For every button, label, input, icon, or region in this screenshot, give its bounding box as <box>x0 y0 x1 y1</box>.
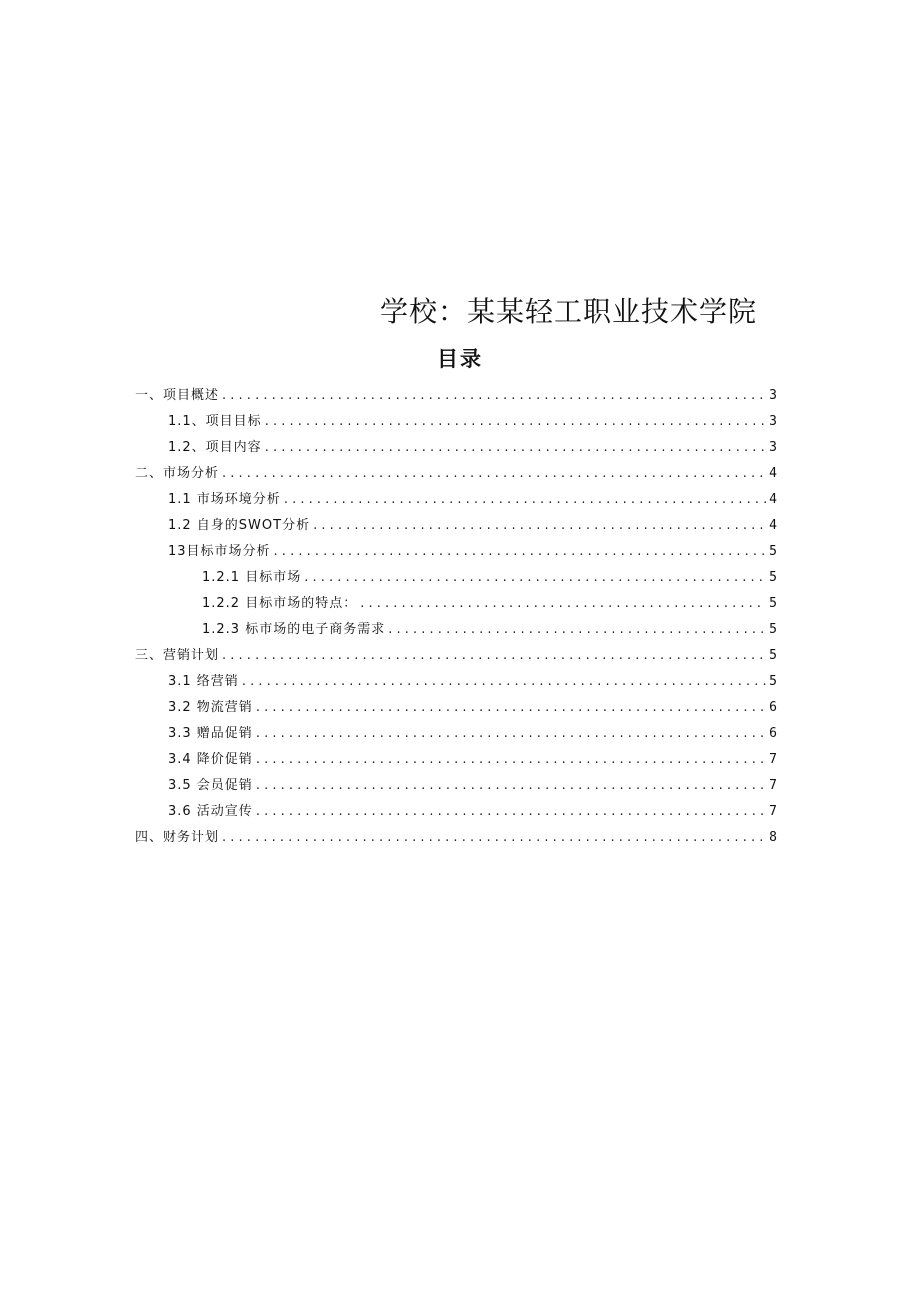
toc-entry-label: 三、营销计划 <box>135 648 220 663</box>
toc-entry-label: 四、财务计划 <box>135 830 220 845</box>
toc-page-number: 5 <box>769 596 777 611</box>
toc-dot-leader <box>265 435 766 461</box>
toc-entry[interactable] <box>135 591 777 617</box>
toc-page-number: 3 <box>769 388 777 403</box>
toc-page-number: 3 <box>769 440 777 455</box>
toc-dot-leader <box>256 799 766 825</box>
toc-page-number: 8 <box>769 830 777 845</box>
toc-page-number: 5 <box>769 674 777 689</box>
toc-entry-label: 13目标市场分析 <box>168 544 271 559</box>
toc-entry[interactable] <box>135 409 777 435</box>
toc-entry-label: 1.2.2 目标市场的特点： <box>202 596 358 611</box>
toc-dot-leader <box>222 461 766 487</box>
toc-dot-leader <box>242 669 766 695</box>
toc-entry[interactable] <box>135 799 777 825</box>
toc-entry-label: 3.3 赠品促销 <box>168 726 253 741</box>
toc-title: 目录 <box>437 347 483 371</box>
toc-entry[interactable] <box>135 513 777 539</box>
toc-entry[interactable] <box>135 643 777 669</box>
toc-entry-label: 1.2 自身的SWOT分析 <box>168 518 311 533</box>
toc-dot-leader <box>256 721 766 747</box>
toc-entry[interactable] <box>135 695 777 721</box>
toc-page-number: 5 <box>769 648 777 663</box>
toc-entry-label: 1.2.3 标市场的电子商务需求 <box>202 622 386 637</box>
toc-dot-leader <box>304 565 766 591</box>
toc-entry-label: 3.5 会员促销 <box>168 778 253 793</box>
toc-dot-leader <box>256 747 766 773</box>
toc-entry-label: 3.1 络营销 <box>168 674 239 689</box>
toc-entry[interactable] <box>135 461 777 487</box>
toc-entry[interactable] <box>135 539 777 565</box>
toc-page-number: 5 <box>769 570 777 585</box>
toc-dot-leader <box>274 539 767 565</box>
toc-page-number: 7 <box>769 778 777 793</box>
toc-page-number: 7 <box>769 804 777 819</box>
toc-page-number: 6 <box>769 726 777 741</box>
toc-entry-label: 1.2.1 目标市场 <box>202 570 302 585</box>
toc-dot-leader <box>265 409 766 435</box>
toc-page-number: 3 <box>769 414 777 429</box>
toc-page-number: 4 <box>769 518 777 533</box>
toc-entry[interactable] <box>135 435 777 461</box>
toc-entry[interactable] <box>135 565 777 591</box>
toc-entry[interactable] <box>135 617 777 643</box>
toc-entry[interactable] <box>135 773 777 799</box>
toc-entry-label: 1.1 市场环境分析 <box>168 492 281 507</box>
school-name: 学校：某某轻工职业技术学院 <box>380 295 758 328</box>
toc-dot-leader <box>256 695 766 721</box>
toc-dot-leader <box>360 591 766 617</box>
toc-entry-label: 二、市场分析 <box>135 466 220 481</box>
toc-entry-label: 1.2、项目内容 <box>168 440 262 455</box>
toc-page-number: 4 <box>769 466 777 481</box>
toc-page-number: 4 <box>769 492 777 507</box>
toc-dot-leader <box>222 825 766 851</box>
toc-entry-label: 3.4 降价促销 <box>168 752 253 767</box>
toc-entry-label: 1.1、项目目标 <box>168 414 262 429</box>
toc-entry-label: 3.2 物流营销 <box>168 700 253 715</box>
toc-page-number: 6 <box>769 700 777 715</box>
toc-page-number: 7 <box>769 752 777 767</box>
toc-dot-leader <box>313 513 766 539</box>
toc-entry[interactable] <box>135 721 777 747</box>
toc-entry[interactable] <box>135 669 777 695</box>
toc-entry[interactable] <box>135 825 777 851</box>
toc-dot-leader <box>222 643 766 669</box>
toc-entry[interactable] <box>135 487 777 513</box>
toc-page-number: 5 <box>769 622 777 637</box>
table-of-contents <box>135 383 777 851</box>
toc-entry[interactable] <box>135 383 777 409</box>
toc-dot-leader <box>388 617 766 643</box>
toc-entry-label: 一、项目概述 <box>135 388 220 403</box>
toc-dot-leader <box>222 383 766 409</box>
toc-entry-label: 3.6 活动宣传 <box>168 804 253 819</box>
toc-page-number: 5 <box>769 544 777 559</box>
toc-dot-leader <box>284 487 766 513</box>
toc-entry[interactable] <box>135 747 777 773</box>
toc-dot-leader <box>256 773 766 799</box>
